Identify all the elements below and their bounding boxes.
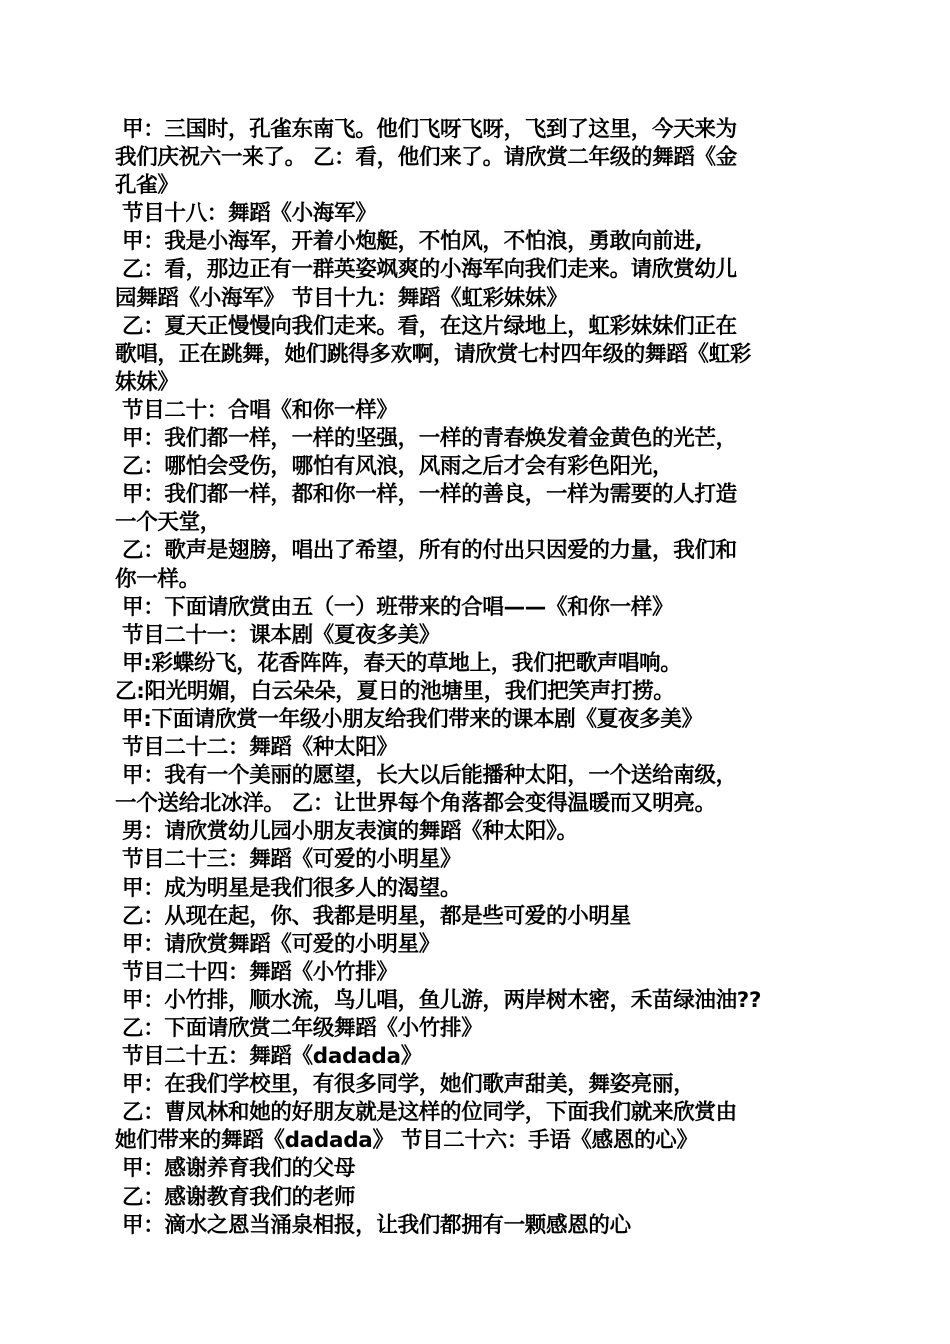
text-line: 节目二十三：舞蹈《可爱的小明星》: [122, 847, 462, 873]
text-line: 歌唱，正在跳舞，她们跳得多欢啊，请欣赏七村四年级的舞蹈《虹彩: [115, 341, 752, 367]
text-line: 男：请欣赏幼儿园小朋友表演的舞蹈《种太阳》。: [122, 819, 578, 845]
text-line: 甲：感谢养育我们的父母: [122, 1156, 356, 1182]
text-line: 甲：成为明星是我们很多人的渴望。: [122, 875, 462, 901]
text-line: 园舞蹈《小海军》 节目十九：舞蹈《虹彩妹妹》: [115, 285, 568, 311]
text-line: 节目二十：合唱《和你一样》: [122, 397, 398, 423]
text-line: 甲：我是小海军，开着小炮艇，不怕风，不怕浪，勇敢向前进,: [122, 229, 703, 255]
text-line: 甲：下面请欣赏由五（一）班带来的合唱——《和你一样》: [122, 594, 674, 620]
text-line: 节目二十五：舞蹈《dadada》: [122, 1044, 422, 1070]
document-body: [115, 116, 850, 1240]
text-line: 甲：我有一个美丽的愿望，长大以后能播种太阳，一个送给南级，: [122, 763, 737, 789]
text-line: 节目十八：舞蹈《小海军》: [122, 201, 377, 227]
text-line: 乙：感谢教育我们的老师: [122, 1184, 356, 1210]
text-line: 乙：曹凤林和她的好朋友就是这样的位同学，下面我们就来欣赏由: [122, 1100, 737, 1126]
text-line: 节目二十四：舞蹈《小竹排》: [122, 959, 398, 985]
text-line: 孔雀》: [115, 173, 179, 199]
text-line: 甲：在我们学校里，有很多同学，她们歌声甜美，舞姿亮丽，: [122, 1072, 695, 1098]
text-line: 甲：请欣赏舞蹈《可爱的小明星》: [122, 931, 441, 957]
text-line: 我们庆祝六一来了。 乙：看，他们来了。请欣赏二年级的舞蹈《金: [115, 145, 737, 171]
text-line: 一个送给北冰洋。 乙：让世界每个角落都会变得温暖而又明亮。: [115, 791, 716, 817]
text-line: 甲：三国时，孔雀东南飞。他们飞呀飞呀，飞到了这里，今天来为: [122, 117, 737, 142]
text-line: 甲：小竹排，顺水流，鸟儿唱，鱼儿游，两岸树木密，禾苗绿油油??: [122, 987, 762, 1013]
text-line: 乙：看，那边正有一群英姿飒爽的小海军向我们走来。请欣赏幼儿: [122, 257, 737, 283]
text-line: 甲:下面请欣赏一年级小朋友给我们带来的课本剧《夏夜多美》: [122, 706, 703, 732]
text-line: 甲:彩蝶纷飞，花香阵阵，春天的草地上，我们把歌声唱响。: [122, 650, 682, 676]
text-line: 乙：从现在起，你、我都是明星，都是些可爱的小明星: [122, 903, 631, 929]
text-line: 甲：我们都一样，都和你一样，一样的善良，一样为需要的人打造: [122, 482, 737, 508]
text-line: 乙:阳光明媚，白云朵朵，夏日的池塘里，我们把笑声打捞。: [115, 678, 675, 704]
text-line: 一个天堂，: [115, 510, 222, 536]
text-line: 节目二十二：舞蹈《种太阳》: [122, 735, 398, 761]
text-line: 甲：滴水之恩当涌泉相报，让我们都拥有一颗感恩的心: [122, 1212, 631, 1238]
text-line: 妹妹》: [115, 369, 179, 395]
text-line: 你一样。: [115, 566, 200, 592]
text-line: 她们带来的舞蹈《dadada》 节目二十六：手语《感恩的心》: [115, 1128, 698, 1154]
text-line: 节目二十一：课本剧《夏夜多美》: [122, 622, 441, 648]
text-line: 乙：下面请欣赏二年级舞蹈《小竹排》: [122, 1016, 483, 1041]
text-line: 乙：歌声是翅膀，唱出了希望，所有的付出只因爱的力量，我们和: [122, 538, 737, 564]
text-line: 乙：哪怕会受伤，哪怕有风浪，风雨之后才会有彩色阳光，: [122, 454, 674, 480]
text-line: 甲：我们都一样，一样的坚强，一样的青春焕发着金黄色的光芒，: [122, 426, 737, 452]
text-line: 乙：夏天正慢慢向我们走来。看，在这片绿地上，虹彩妹妹们正在: [122, 313, 737, 339]
